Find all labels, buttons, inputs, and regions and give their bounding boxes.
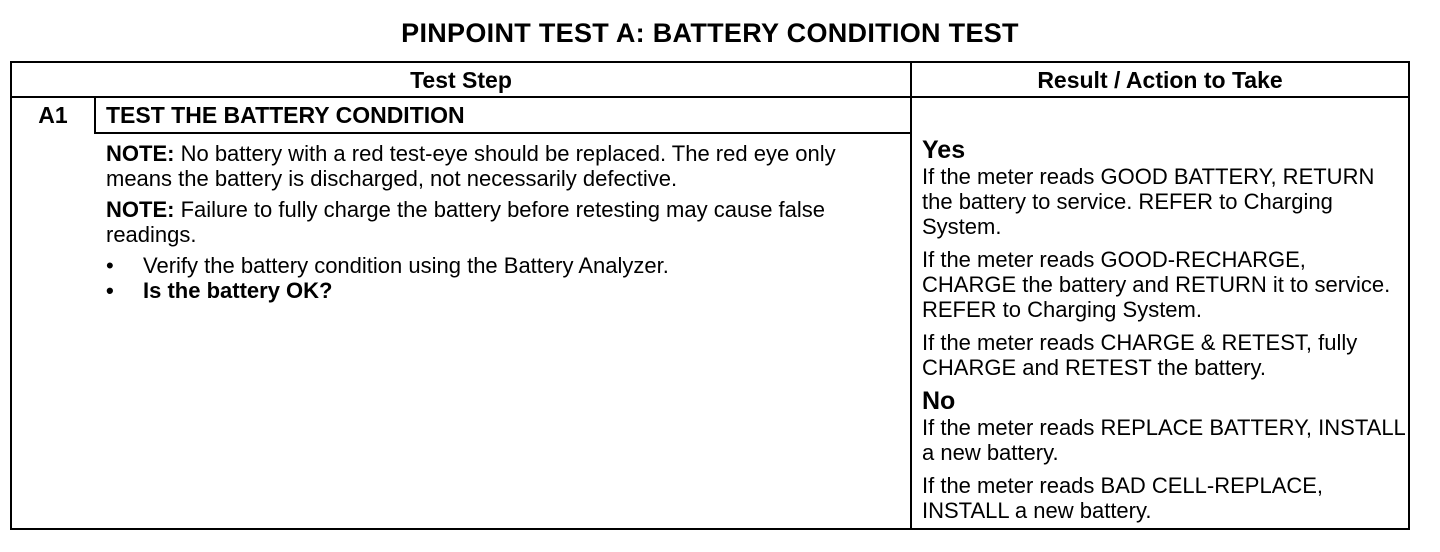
note-text: Failure to fully charge the battery before retesting may cause false readings.	[106, 197, 826, 247]
step-id: A1	[38, 102, 68, 128]
header-divider	[12, 96, 1408, 98]
step-id-divider	[94, 98, 96, 134]
bullet-item	[106, 253, 896, 278]
note-text: No battery with a red test-eye should be replaced. The red eye only means the battery is discharged, not necessarily defective.	[106, 141, 836, 191]
step-heading: TEST THE BATTERY CONDITION	[106, 102, 465, 128]
header-result-action: Result / Action to Take	[1037, 67, 1283, 93]
result-no-heading: No	[922, 387, 956, 415]
result-paragraph: If the meter reads GOOD BATTERY, RETURN the battery to service. REFER to Charging System.	[922, 164, 1375, 239]
step-body	[106, 141, 896, 303]
note-label: NOTE:	[106, 141, 175, 166]
result-column	[922, 137, 1406, 531]
result-paragraph: If the meter reads CHARGE & RETEST, fully CHARGE and RETEST the battery.	[922, 330, 1358, 380]
pinpoint-test-table	[10, 61, 1410, 530]
result-paragraph: If the meter reads GOOD-RECHARGE, CHARGE the battery and RETURN it to service. REFER to Charging System.	[922, 247, 1391, 322]
result-yes-heading: Yes	[922, 136, 966, 164]
step-heading-divider	[94, 132, 910, 134]
header-test-step: Test Step	[410, 67, 512, 93]
bullet-question: Is the battery OK?	[143, 278, 333, 303]
note-2	[106, 197, 896, 247]
column-divider	[910, 63, 912, 528]
result-yes	[922, 137, 1406, 380]
result-paragraph: If the meter reads REPLACE BATTERY, INSTALL a new battery.	[922, 415, 1405, 465]
bullet-icon: •	[106, 278, 114, 303]
page-title: PINPOINT TEST A: BATTERY CONDITION TEST	[401, 18, 1019, 48]
result-no	[922, 388, 1406, 523]
result-paragraph: If the meter reads BAD CELL-REPLACE, INSTALL a new battery.	[922, 473, 1324, 523]
bullet-icon: •	[106, 253, 114, 278]
note-label: NOTE:	[106, 197, 175, 222]
bullet-item	[106, 278, 896, 303]
note-1	[106, 141, 896, 191]
bullet-text: Verify the battery condition using the Battery Analyzer.	[143, 253, 669, 278]
